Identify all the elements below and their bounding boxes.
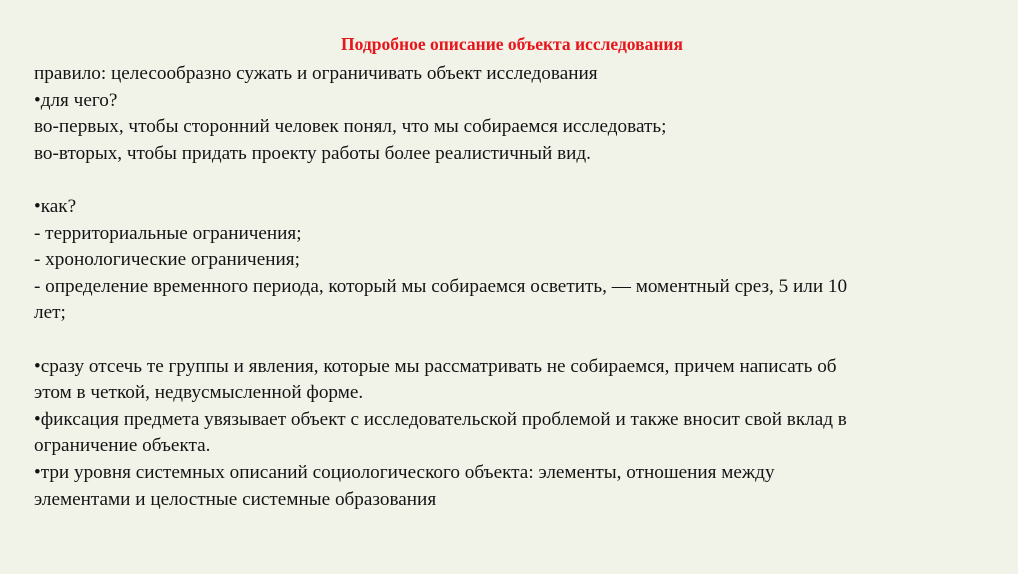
body-line-how-question: •как? [34,195,77,217]
body-line-subject-fixation-cont: ограничение объекта. [34,435,211,457]
body-line-three-levels-cont: элементами и целостные системные образования [34,488,437,510]
body-line-three-levels: •три уровня системных описаний социологического объекта: элементы, отношения между [34,461,775,483]
body-line-time-period: - определение временного периода, который мы собираемся осветить, — моментный срез, 5 или 10 [34,275,848,297]
body-line-time-period-cont: лет; [34,302,66,324]
body-line-rule: правило: целесообразно сужать и ограничивать объект исследования [34,63,598,84]
body-line-subject-fixation: •фиксация предмета увязывает объект с исследовательской проблемой и также вносит свой вклад в [34,408,847,430]
body-blank-line [34,327,1009,354]
body-blank-line [34,167,1009,194]
slide-body [34,61,1009,513]
body-line-why-question: •для чего? [34,89,118,111]
body-line-secondly: во-вторых, чтобы придать проекту работы более реалистичный вид. [34,142,591,164]
body-line-exclude-groups: •сразу отсечь те группы и явления, которые мы рассматривать не собираемся, причем написать об [34,355,837,377]
body-line-territorial-limits: - территориальные ограничения; [34,222,302,244]
slide-title: Подробное описание объекта исследования [341,34,683,54]
body-line-chronological-limits: - хронологические ограничения; [34,249,300,271]
body-line-firstly: во-первых, чтобы сторонний человек понял, что мы собираемся исследовать; [34,116,667,138]
body-line-exclude-groups-cont: этом в четкой, недвусмысленной форме. [34,382,364,404]
